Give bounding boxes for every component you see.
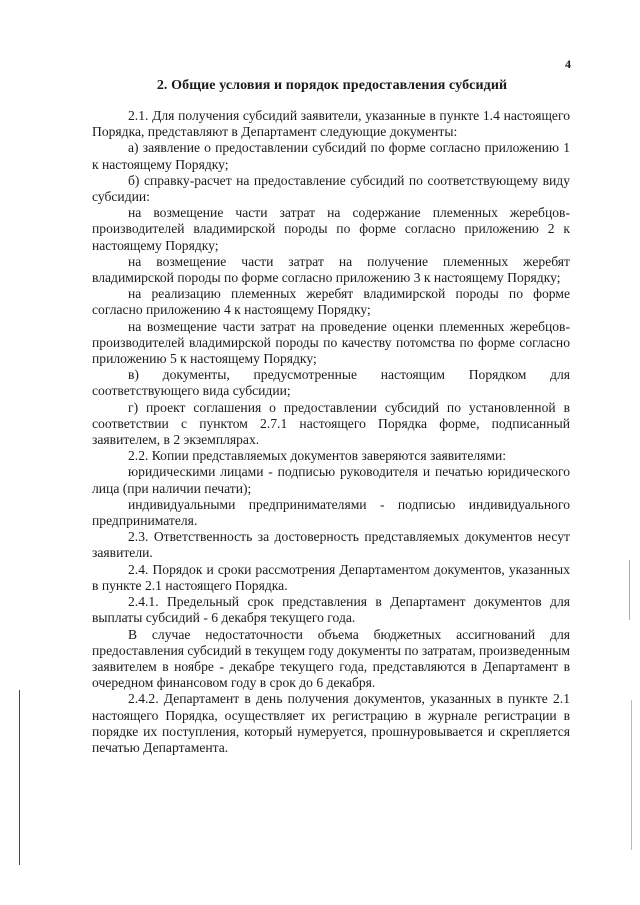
paragraph-subsidy-stallions: на возмещение части затрат на содержание племенных жеребцов-производителей владимирской породы по форме согласно приложению 2 к настоящему Порядку;	[92, 205, 570, 253]
paragraph-insufficient-funds: В случае недостаточности объема бюджетных ассигнований для предоставления субсидий в текущем году документы по затратам, произведенным заявителем в ноябре - декабре текущего года, представляются в Департамент в очередном финансовом году в срок до 6 декабря.	[92, 626, 570, 691]
paragraph-item-b: б) справку-расчет на предоставление субсидий по соответствующему виду субсидии:	[92, 172, 570, 205]
paragraph-subsidy-foals: на возмещение части затрат на получение племенных жеребят владимирской породы по форме согласно приложению 3 к настоящему Порядку;	[92, 253, 570, 286]
paragraph-item-v: в) документы, предусмотренные настоящим Порядком для соответствующего вида субсидии;	[92, 367, 570, 399]
paragraph-subsidy-sale: на реализацию племенных жеребят владимирской породы по форме согласно приложению 4 к настоящему Порядку;	[92, 286, 570, 318]
document-body	[92, 108, 570, 756]
paragraph-2-4: 2.4. Порядок и сроки рассмотрения Департаментом документов, указанных в пункте 2.1 настоящего Порядка.	[92, 561, 570, 593]
scan-artifact-right	[629, 560, 630, 620]
paragraph-item-g: г) проект соглашения о предоставлении субсидий по установленной в соответствии с пунктом 2.7.1 настоящего Порядка форме, подписанный заявителем, в 2 экземплярах.	[92, 399, 570, 448]
paragraph-2-4-1: 2.4.1. Предельный срок представления в Департамент документов для выплаты субсидий - 6 декабря текущего года.	[92, 594, 570, 626]
section-title: 2. Общие условия и порядок предоставления субсидий	[156, 78, 508, 93]
paragraph-2-4-2: 2.4.2. Департамент в день получения документов, указанных в пункте 2.1 настоящего Порядка, осуществляет их регистрацию в журнале регистрации в порядке их поступления, который нумеруется, прошнуровывается и скрепляется печатью Департамента.	[92, 691, 570, 755]
paragraph-2-3: 2.3. Ответственность за достоверность представляемых документов несут заявители.	[92, 529, 570, 561]
scan-artifact-left	[19, 690, 20, 865]
paragraph-2-1: 2.1. Для получения субсидий заявители, указанные в пункте 1.4 настоящего Порядка, представляют в Департамент следующие документы:	[92, 108, 570, 140]
paragraph-2-2: 2.2. Копии представляемых документов заверяются заявителями:	[128, 448, 507, 464]
paragraph-entrepreneurs: индивидуальными предпринимателями - подписью индивидуального предпринимателя.	[92, 496, 570, 529]
paragraph-item-a: а) заявление о предоставлении субсидий по форме согласно приложению 1 к настоящему Порядку;	[92, 140, 570, 172]
page-number: 4	[565, 57, 571, 71]
paragraph-subsidy-evaluation: на возмещение части затрат на проведение оценки племенных жеребцов-производителей владимирской породы по качеству потомства по форме согласно приложению 5 к настоящему Порядку;	[92, 318, 570, 367]
scan-artifact-right-lower	[631, 700, 632, 850]
paragraph-legal-entities: юридическими лицами - подписью руководителя и печатью юридического лица (при наличии печати);	[92, 464, 570, 496]
